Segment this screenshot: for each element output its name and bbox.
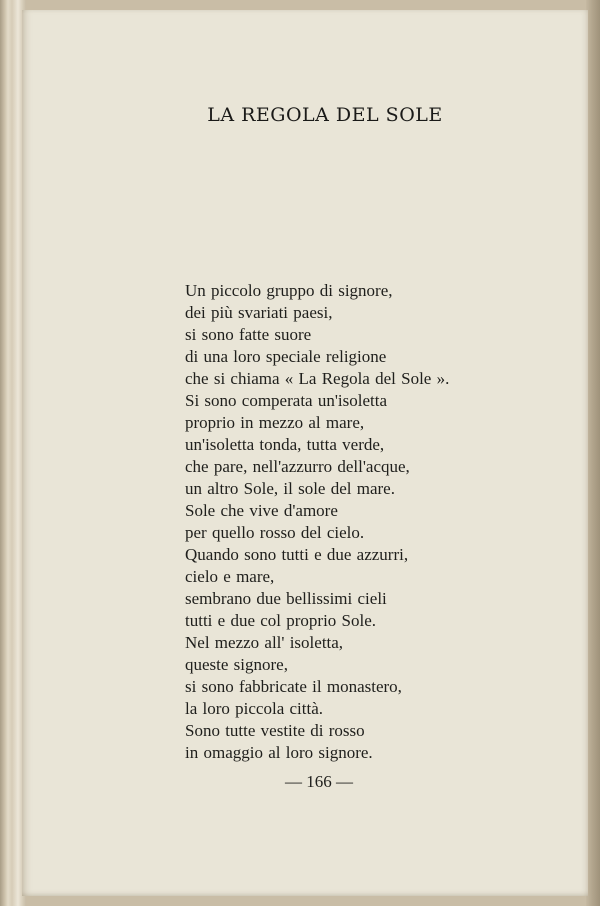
poem-line: si sono fabbricate il monastero, <box>185 677 402 696</box>
poem-line: la loro piccola città. <box>185 699 323 718</box>
poem-title: LA REGOLA DEL SOLE <box>207 104 443 126</box>
poem-line: che si chiama « La Regola del Sole ». <box>185 369 450 388</box>
poem-line: si sono fatte suore <box>185 325 312 344</box>
poem-line: Nel mezzo all' isoletta, <box>185 633 344 652</box>
poem-line: un altro Sole, il sole del mare. <box>185 479 395 498</box>
poem-line: proprio in mezzo al mare, <box>185 413 365 432</box>
poem-line: di una loro speciale religione <box>185 347 387 366</box>
poem-line: sembrano due bellissimi cieli <box>185 589 387 608</box>
poem-line: Si sono comperata un'isoletta <box>185 391 387 410</box>
poem-line: queste signore, <box>185 655 288 674</box>
page-number: — 166 — <box>285 772 353 791</box>
poem-line: che pare, nell'azzurro dell'acque, <box>185 457 410 476</box>
poem-line: Sole che vive d'amore <box>185 501 338 520</box>
poem-line: un'isoletta tonda, tutta verde, <box>185 435 385 454</box>
poem-line: in omaggio al loro signore. <box>185 743 373 762</box>
poem-body <box>185 280 449 764</box>
poem-line: per quello rosso del cielo. <box>185 523 365 542</box>
poem-line: Sono tutte vestite di rosso <box>185 721 365 740</box>
poem-line: Un piccolo gruppo di signore, <box>185 281 393 300</box>
book-page-edges-right <box>586 0 600 906</box>
poem-line: cielo e mare, <box>185 567 275 586</box>
poem-line: Quando sono tutti e due azzurri, <box>185 545 409 564</box>
page-sheet <box>22 10 588 896</box>
poem-line: tutti e due col proprio Sole. <box>185 611 377 630</box>
poem-line: dei più svariati paesi, <box>185 303 333 322</box>
